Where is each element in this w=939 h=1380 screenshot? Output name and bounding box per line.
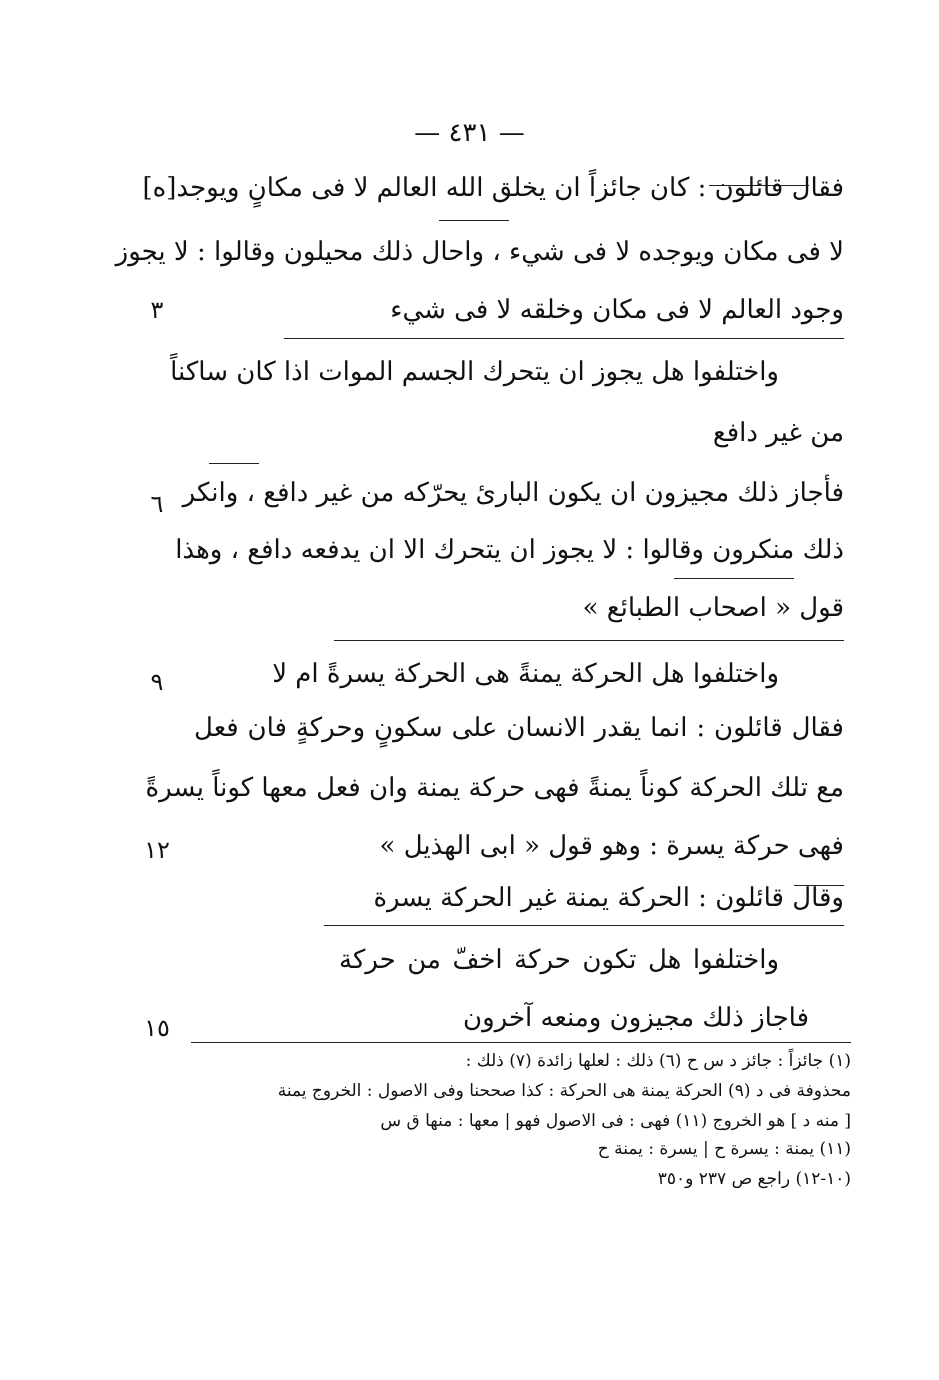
text-line: قول « اصحاب الطبائع » [582, 593, 844, 623]
text-line: ذلك منكرون وقالوا : لا يجوز ان يتحرك الا ان يدفعه دافع ، وهذا [175, 535, 844, 565]
footnote-line: (١١) يمنة : يسرة ح | يسرة : يمنة ح [597, 1139, 851, 1159]
text-line: فقال قائلون : انما يقدر الانسان على سكونٍ وحركةٍ فان فعل [194, 713, 844, 743]
text-line: وجود العالم لا فى مكان وخلقه لا فى شيء [390, 295, 844, 325]
section-rule [209, 463, 259, 464]
text-line: وقال قائلون : الحركة يمنة غير الحركة يسرة [373, 883, 844, 913]
footnote-line: (١٠-١٢) راجع ص ٢٣٧ و٣٥٠ [657, 1169, 851, 1189]
line-number: ١٥ [144, 1014, 170, 1042]
page-number: — ٤٣١ — [414, 118, 525, 148]
text-line: فاجاز ذلك مجيزون ومنعه آخرون [462, 1003, 809, 1033]
line-number: ١٢ [144, 836, 170, 864]
text-line: من غير دافع [712, 418, 844, 448]
text-line: فأجاز ذلك مجيزون ان يكون البارئ يحرّكه من غير دافع ، وانكر [182, 478, 844, 508]
text-line: مع تلك الحركة كوناً يمنةً فهى حركة يمنة وان فعل معها كوناً يسرةً [145, 773, 844, 803]
text-line: واختلفوا هل يجوز ان يتحرك الجسم الموات اذا كان ساكناً [170, 357, 779, 387]
line-number: ٩ [150, 668, 164, 696]
section-rule [439, 220, 509, 221]
text-line: واختلفوا هل الحركة يمنةً هى الحركة يسرةً ام لا [272, 659, 779, 689]
footnote-line: (١) جائزاً : جائز د س ح (٦) ذلك : لعلها زائدة (٧) ذلك : [465, 1051, 851, 1071]
section-rule [334, 640, 844, 641]
section-rule [324, 925, 844, 926]
section-rule [284, 338, 844, 339]
footnote-rule [191, 1042, 851, 1043]
text-line: فهى حركة يسرة : وهو قول « ابى الهذيل » [379, 831, 844, 861]
footnote-line: محذوفة فى د (٩) الحركة يمنة هى الحركة : كذا صححنا وفى الاصول : الخروج يمنة [277, 1081, 851, 1101]
text-line: لا فى مكان ويوجده لا فى شيء ، واحال ذلك محيلون وقالوا : لا يجوز [115, 237, 844, 267]
section-rule [674, 578, 794, 579]
text-line: واختلفوا هل تكون حركة اخفّ من حركة [339, 945, 779, 975]
line-number: ٦ [150, 490, 164, 518]
line-number: ٣ [150, 296, 164, 324]
text-line: فقال قائلون : كان جائزاً ان يخلق الله العالم لا فى مكانٍ ويوجد[ه] [142, 173, 844, 203]
footnote-line: [ منه د ] هو الخروج (١١) فهى : فى الاصول فهو | معها : منها ق س [380, 1111, 851, 1131]
